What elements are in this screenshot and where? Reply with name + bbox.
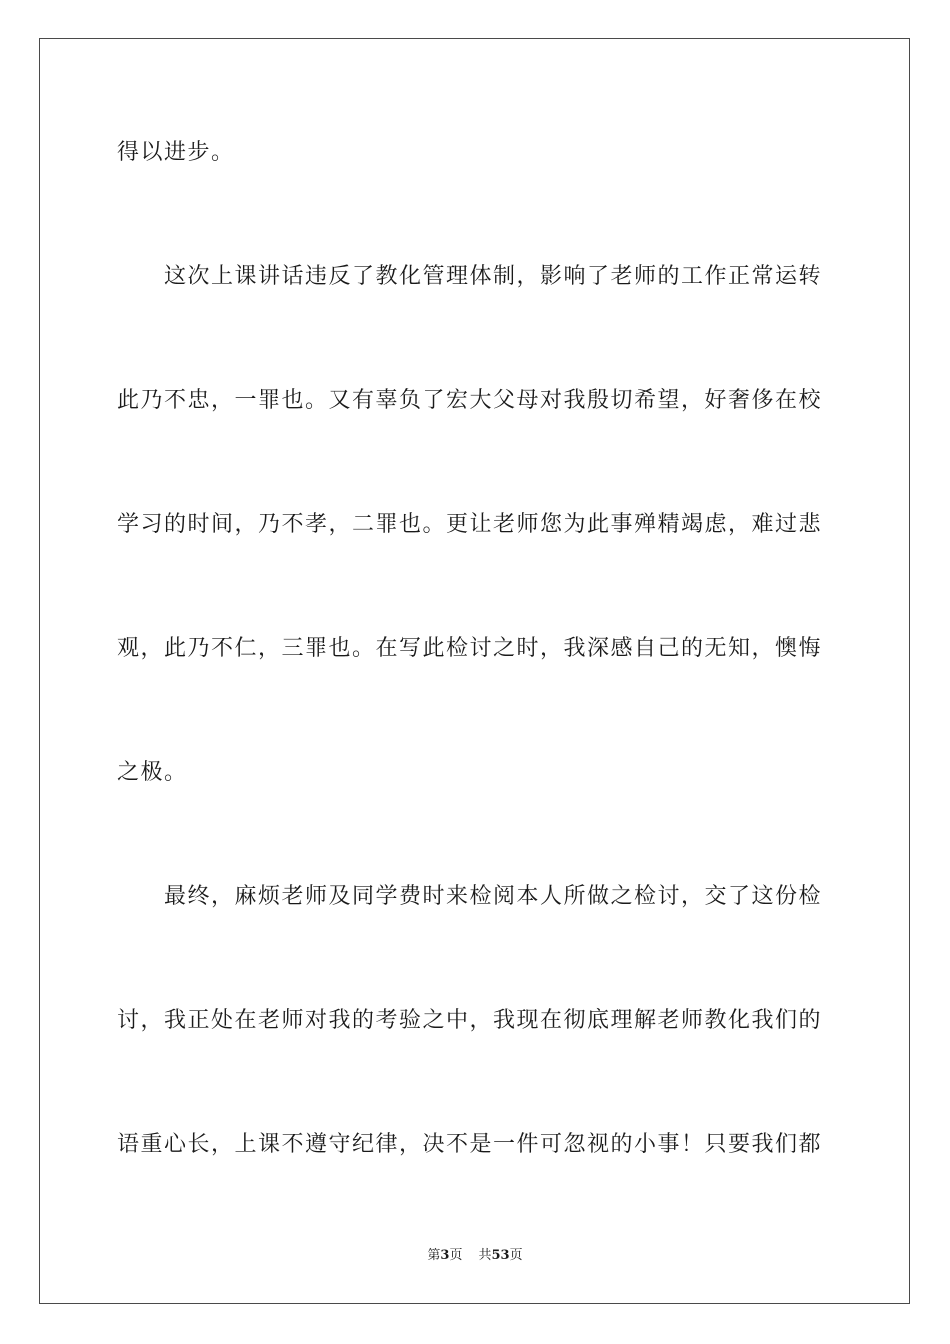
text-line: 语重心长，上课不遵守纪律，决不是一件可忽视的小事！只要我们都: [117, 1132, 823, 1157]
text-line: 得以进步。: [117, 140, 235, 165]
page-footer: [0, 1247, 950, 1265]
total-prefix: 共: [478, 1248, 492, 1263]
total-suffix: 页: [509, 1248, 523, 1263]
paragraph-start-line: 最终，麻烦老师及同学费时来检阅本人所做之检讨，交了这份检: [164, 884, 823, 909]
text-line: 之极。: [117, 760, 188, 785]
page-border: [39, 38, 910, 1304]
text-line: 此乃不忠，一罪也。又有辜负了宏大父母对我殷切希望，好奢侈在校: [117, 388, 823, 413]
total-pages: 53: [491, 1248, 510, 1263]
page-number: 3: [440, 1248, 450, 1263]
page-suffix: 页: [449, 1248, 463, 1263]
text-line: 学习的时间，乃不孝，二罪也。更让老师您为此事殚精竭虑，难过悲: [117, 512, 823, 537]
paragraph-start-line: 这次上课讲话违反了教化管理体制，影响了老师的工作正常运转: [164, 264, 823, 289]
text-line: 讨，我正处在老师对我的考验之中，我现在彻底理解老师教化我们的: [117, 1008, 823, 1033]
page-prefix: 第: [427, 1248, 441, 1263]
text-line: 观，此乃不仁，三罪也。在写此检讨之时，我深感自己的无知，懊悔: [117, 636, 823, 661]
